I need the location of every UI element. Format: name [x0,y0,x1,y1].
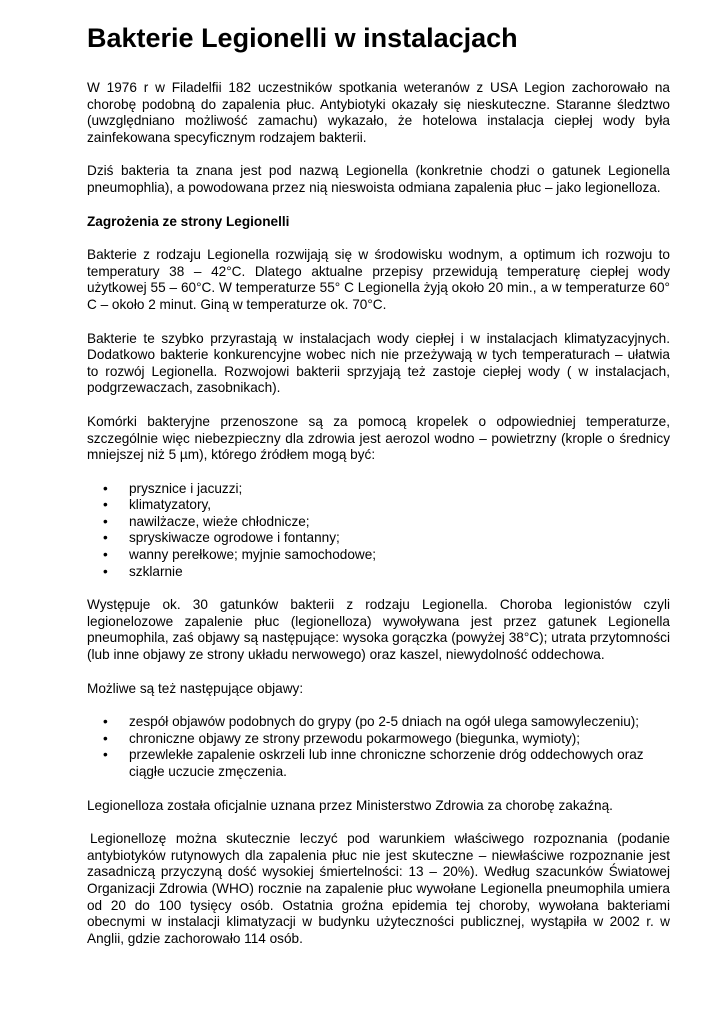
symptoms-list [87,714,670,780]
paragraph-history: W 1976 r w Filadelfii 182 uczestników spotkania weteranów z USA Legion zachorowało na chorobę podobną do zapalenia płuc. Antybiotyki okazały się nieskuteczne. Staranne śledztwo (uwzględniano możliwość zamachu) wykazało, że hotelowa instalacja ciepłej wody była zainfekowana specyficznym rodzajem bakterii. [87,80,670,145]
list-item: • spryskiwacze ogrodowe i fontanny; [87,530,670,547]
list-item: • przewlekłe zapalenie oskrzeli lub inne chroniczne schorzenie dróg oddechowych oraz ciągłe uczucie zmęczenia. [87,747,670,780]
list-item: • klimatyzatory, [87,497,670,514]
paragraph-other-symptoms: Możliwe są też następujące objawy: [87,680,304,696]
paragraph-transmission: Komórki bakteryjne przenoszone są za pomocą kropelek o odpowiedniej temperaturze, szczególnie więc niebezpieczny dla zdrowia jest aerozol wodno – powietrzny (krople o średnicy mniejszej niż 5 µm), którego źródłem mogą być: [87,413,670,463]
list-item: • szklarnie [87,564,670,581]
list-item: • wanny perełkowe; myjnie samochodowe; [87,547,670,564]
paragraph-treatment: Legionellozę można skutecznie leczyć pod warunkiem właściwego rozpoznania (podanie antybiotyków rutynowych dla zapalenia płuc nie jest skuteczne – niewłaściwe rozpoznanie jest zasadniczą przyczyną dość wysokiej śmiertelności: 13 – 20%). Według szacunków Światowej Organizacji Zdrowia (WHO) rocznie na zapalenie płuc wywołane Legionella pneumophila umiera od 20 do 100 tysięcy osób. Ostatnia groźna epidemia tej choroby, wywołana bakteriami obecnymi w instalacji klimatyzacji w budynku użyteczności publicznej, wystąpiła w 2002 r. w Anglii, gdzie zachorowało 114 osób. [87,831,670,946]
list-item: • zespół objawów podobnych do grypy (po 2-5 dniach na ogół ulega samowyleczeniu); [87,714,670,731]
sources-list [87,481,670,581]
list-item: • prysznice i jacuzzi; [87,481,670,498]
section-heading-threats: Zagrożenia ze strony Legionelli [87,213,290,229]
list-item: • nawilżacze, wieże chłodnicze; [87,514,670,531]
document-page [87,22,670,964]
paragraph-official: Legionelloza została oficjalnie uznana przez Ministerstwo Zdrowia za chorobę zakaźną. [87,797,613,813]
paragraph-growth: Bakterie te szybko przyrastają w instalacjach wody ciepłej i w instalacjach klimatyzacyjnych. Dodatkowo bakterie konkurencyjne wobec nich nie przeżywają w tych temperaturach – ułatwia to rozwój Legionella. Rozwojowi bakterii sprzyjają też zastoje ciepłej wody ( w instalacjach, podgrzewaczach, zasobnikach). [87,330,670,396]
paragraph-symptoms: Występuje ok. 30 gatunków bakterii z rodzaju Legionella. Choroba legionistów czyli legionelozowe zapalenie płuc (legionelloza) wywoływana jest przez gatunek Legionella pneumophila, zaś objawy są następujące: wysoka gorączka (powyżej 38°C); utrata przytomności (lub inne objawy ze strony układu nerwowego) oraz kaszel, niewydolność oddechowa. [87,597,670,663]
list-item: • chroniczne objawy ze strony przewodu pokarmowego (biegunka, wymioty); [87,731,670,748]
page-title: Bakterie Legionelli w instalacjach [87,23,518,53]
paragraph-temperature: Bakterie z rodzaju Legionella rozwijają się w środowisku wodnym, a optimum ich rozwoju to temperatury 38 – 42°C. Dlatego aktualne przepisy przewidują temperaturę ciepłej wody użytkowej 55 – 60°C. W temperaturze 55° C Legionella żyją około 20 min., a w temperaturze 60° C – około 2 minut. Giną w temperaturze ok. 70°C. [87,247,670,312]
paragraph-name: Dziś bakteria ta znana jest pod nazwą Legionella (konkretnie chodzi o gatunek Legionella pneumophlia), a powodowana przez nią nieswoista odmiana zapalenia płuc – jako legionelloza. [87,163,670,195]
